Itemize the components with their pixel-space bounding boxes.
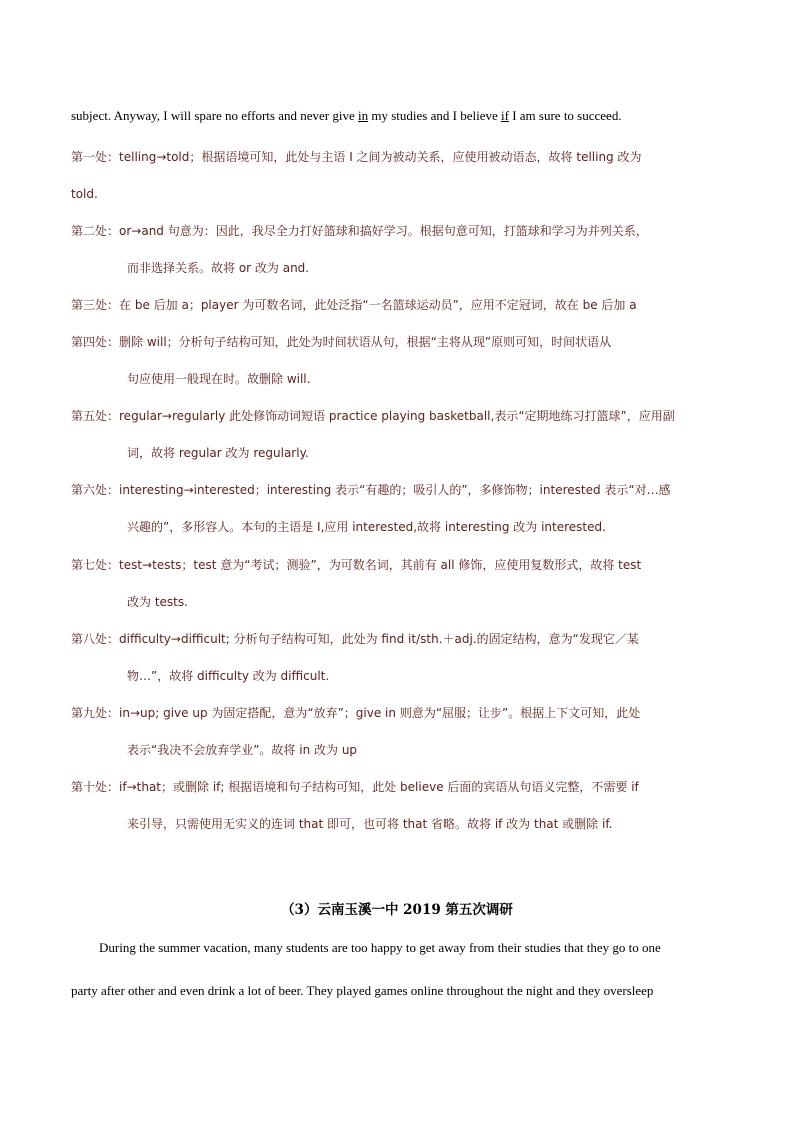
explanation-5-line-1 [71,408,675,424]
intro-text-3: I am sure to succeed. [508,108,622,123]
explanation-label: 第二处： [71,224,120,238]
explanation-9-line-2 [127,742,357,758]
explanation-text: 词，故将 regular 改为 regularly. [127,446,309,460]
explanation-label: 第五处： [71,409,120,423]
explanation-text: or→and 句意为：因此，我尽全力打好篮球和搞好学习。根据句意可知，打篮球和学习为并列关系， [119,224,648,238]
explanation-label: 第三处： [71,298,120,312]
explanation-7-line-2 [127,594,188,610]
passage-line-2: party after other and even drink a lot of beer. They played games online throughout the night and they oversleep [71,983,654,998]
explanation-text: 而非选择关系。故将 or 改为 and. [127,261,310,275]
passage-line-1: During the summer vacation, many students are too happy to get away from their studies that they go to one [99,940,661,955]
explanation-7-line-1 [71,557,641,573]
explanation-text: 删除 will；分析句子结构可知，此处为时间状语从句，根据“主将从现”原则可知，时间状语从 [119,335,612,349]
intro-sentence [71,108,622,124]
explanation-text: 改为 tests. [127,595,188,609]
explanation-2-line-2 [127,260,309,276]
explanation-1-line-1 [71,149,642,165]
explanation-text: told. [71,187,98,201]
explanation-2-line-1 [71,223,648,239]
explanation-text: 表示“我决不会放弃学业”。故将 in 改为 up [127,743,358,757]
explanation-text: 在 be 后加 a；player 为可数名词，此处泛指“一名篮球运动员”，应用不定冠词，故在 be 后加 a [119,298,637,312]
explanation-label: 第七处： [71,558,120,572]
explanation-text: interesting→interested；interesting 表示“有趣的；吸引人的”，多修饰物；interested 表示“对…感 [119,483,671,497]
explanation-9-line-1 [71,705,640,721]
explanation-4-line-2 [127,371,310,387]
explanation-text: 来引导，只需使用无实义的连词 that 即可，也可将 that 省略。故将 if 改为 that 或删除 if. [127,817,613,831]
explanation-10-line-2 [127,816,613,832]
explanation-text: 兴趣的”，多形容人。本句的主语是 I,应用 interested,故将 interesting 改为 interested. [127,520,606,534]
intro-underlined-in: in [358,108,369,123]
explanation-text: 句应使用一般现在时。故删除 will. [127,372,311,386]
explanation-label: 第一处： [71,150,120,164]
intro-text-2: my studies and I believe [368,108,501,123]
explanation-6-line-1 [71,482,671,498]
explanation-5-line-2 [127,445,309,461]
explanation-text: in→up; give up 为固定搭配，意为“放弃”；give in 则意为“屈服；让步”。根据上下文可知，此处 [119,706,641,720]
section-title: （3）云南玉溪一中 2019 第五次调研 [281,902,513,918]
explanation-text: 物…”，故将 difficulty 改为 difficult. [127,669,330,683]
explanation-3-line-1 [71,297,637,313]
intro-underlined-if: if [501,108,509,123]
explanation-4-line-1 [71,334,611,350]
explanation-label: 第六处： [71,483,120,497]
intro-text-1: subject. Anyway, I will spare no efforts and never give [71,108,359,123]
explanation-8-line-1 [71,631,639,647]
explanation-1-line-2 [71,186,98,202]
explanation-6-line-2 [127,519,606,535]
explanation-label: 第四处： [71,335,120,349]
explanation-10-line-1 [71,779,639,795]
explanation-label: 第八处： [71,632,120,646]
explanation-8-line-2 [127,668,329,684]
explanation-text: if→that；或删除 if; 根据语境和句子结构可知，此处 believe 后面的宾语从句语义完整，不需要 if [119,780,639,794]
explanation-text: test→tests；test 意为“考试；测验”，为可数名词，其前有 all 修饰，应使用复数形式，故将 test [119,558,642,572]
explanation-label: 第十处： [71,780,120,794]
explanation-label: 第九处： [71,706,120,720]
explanation-text: regular→regularly 此处修饰动词短语 practice playing basketball,表示“定期地练习打篮球”，应用副 [119,409,675,423]
explanation-text: telling→told；根据语境可知，此处与主语 I 之间为被动关系，应使用被动语态，故将 telling 改为 [119,150,642,164]
explanation-text: difficulty→difficult; 分析句子结构可知，此处为 find it/sth.＋adj.的固定结构，意为“发现它／某 [119,632,639,646]
